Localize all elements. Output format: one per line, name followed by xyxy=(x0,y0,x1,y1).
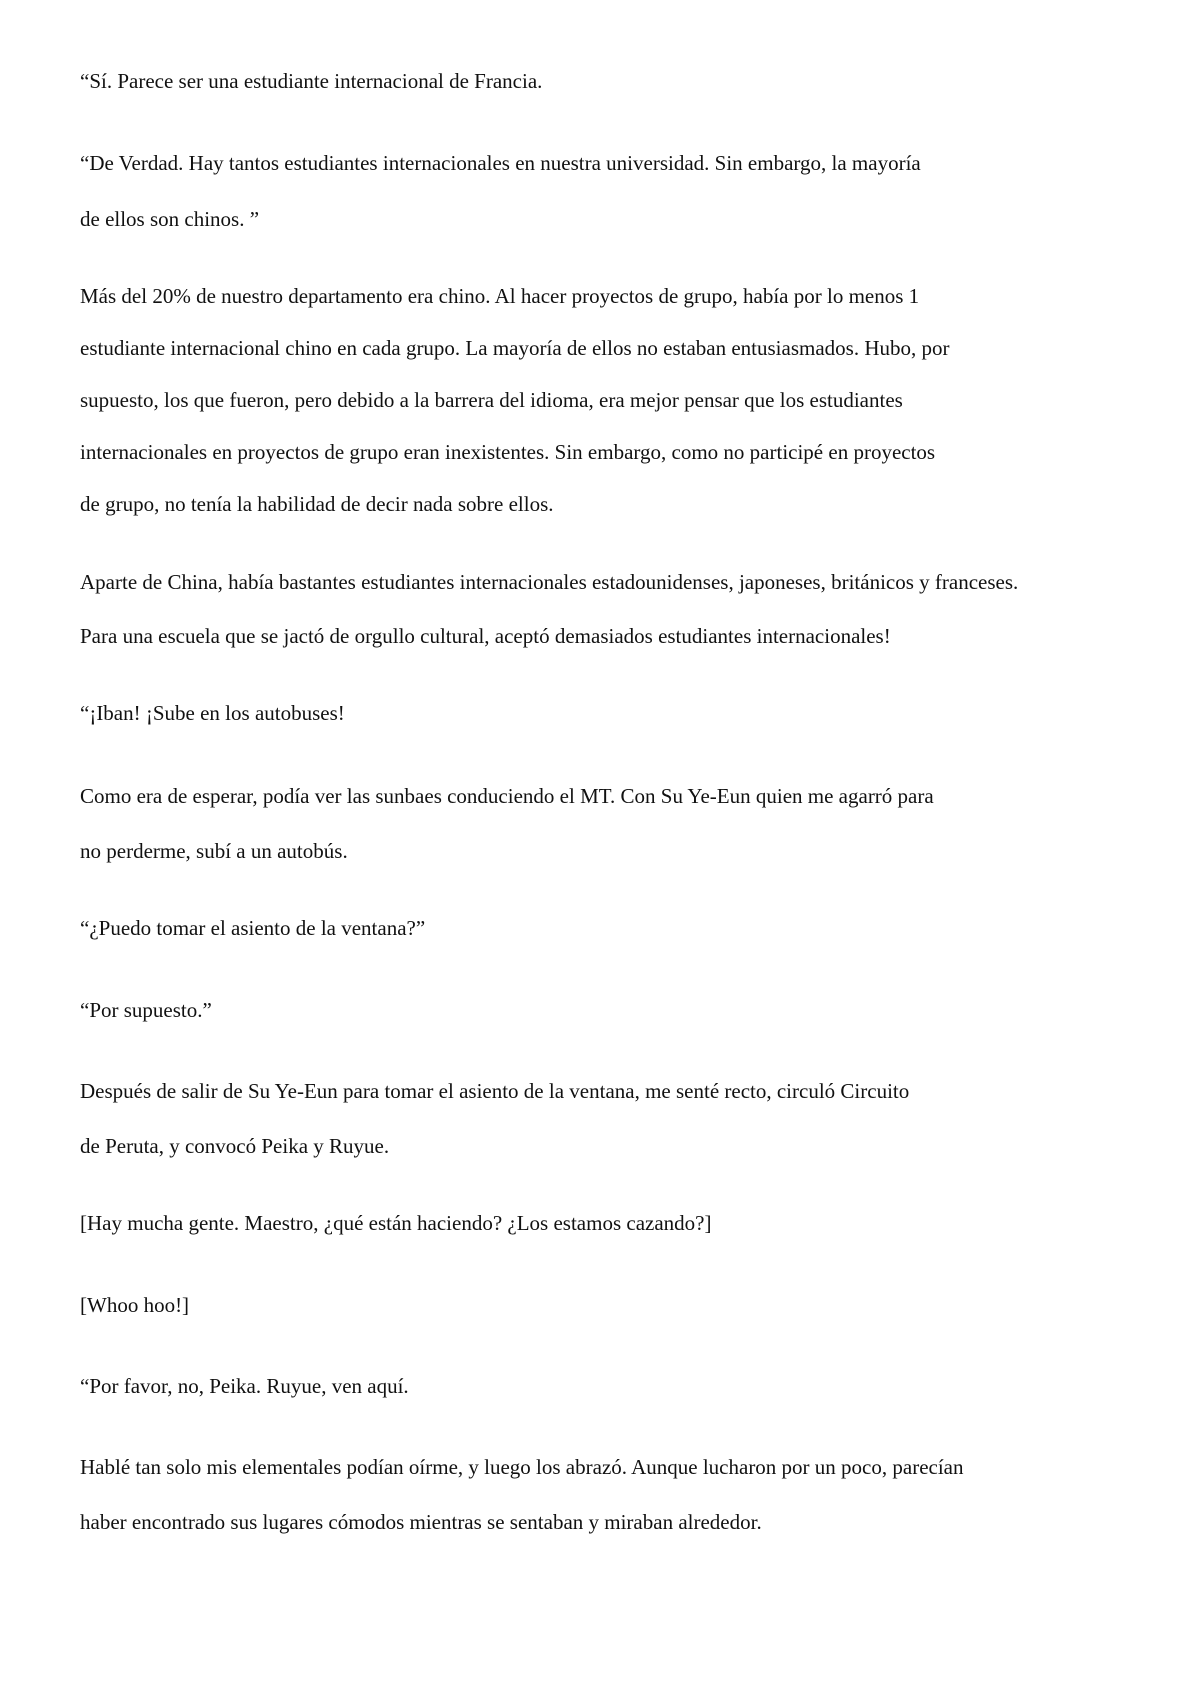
text-line: Hablé tan solo mis elementales podían oírme, y luego los abrazó. Aunque lucharon por un poco, parecían xyxy=(80,1455,964,1479)
text-line: “De Verdad. Hay tantos estudiantes internacionales en nuestra universidad. Sin embargo, la mayoría xyxy=(80,151,921,175)
text-line: “Sí. Parece ser una estudiante internacional de Francia. xyxy=(80,69,543,93)
text-line: “¡Iban! ¡Sube en los autobuses! xyxy=(80,701,345,725)
text-line: de Peruta, y convocó Peika y Ruyue. xyxy=(80,1134,390,1158)
text-line: [Hay mucha gente. Maestro, ¿qué están haciendo? ¿Los estamos cazando?] xyxy=(80,1211,712,1235)
text-line: Más del 20% de nuestro departamento era chino. Al hacer proyectos de grupo, había por lo menos 1 xyxy=(80,284,920,308)
text-line: “Por supuesto.” xyxy=(80,998,212,1022)
text-line: estudiante internacional chino en cada grupo. La mayoría de ellos no estaban entusiasmados. Hubo, por xyxy=(80,336,950,360)
text-line: Aparte de China, había bastantes estudiantes internacionales estadounidenses, japoneses, británicos y franceses. xyxy=(80,570,1019,594)
text-line: Como era de esperar, podía ver las sunbaes conduciendo el MT. Con Su Ye-Eun quien me agarró para xyxy=(80,784,934,808)
text-line: haber encontrado sus lugares cómodos mientras se sentaban y miraban alrededor. xyxy=(80,1510,762,1534)
text-line: Para una escuela que se jactó de orgullo cultural, aceptó demasiados estudiantes internacionales! xyxy=(80,624,891,648)
text-line: “¿Puedo tomar el asiento de la ventana?” xyxy=(80,916,426,940)
text-line: Después de salir de Su Ye-Eun para tomar el asiento de la ventana, me senté recto, circuló Circuito xyxy=(80,1079,910,1103)
text-line: [Whoo hoo!] xyxy=(80,1293,190,1317)
text-line: internacionales en proyectos de grupo eran inexistentes. Sin embargo, como no participé en proyectos xyxy=(80,440,936,464)
text-line: supuesto, los que fueron, pero debido a la barrera del idioma, era mejor pensar que los estudiantes xyxy=(80,388,903,412)
text-line: de grupo, no tenía la habilidad de decir nada sobre ellos. xyxy=(80,492,554,516)
text-line: “Por favor, no, Peika. Ruyue, ven aquí. xyxy=(80,1374,409,1398)
text-line: de ellos son chinos. ” xyxy=(80,207,260,231)
text-line: no perderme, subí a un autobús. xyxy=(80,839,348,863)
